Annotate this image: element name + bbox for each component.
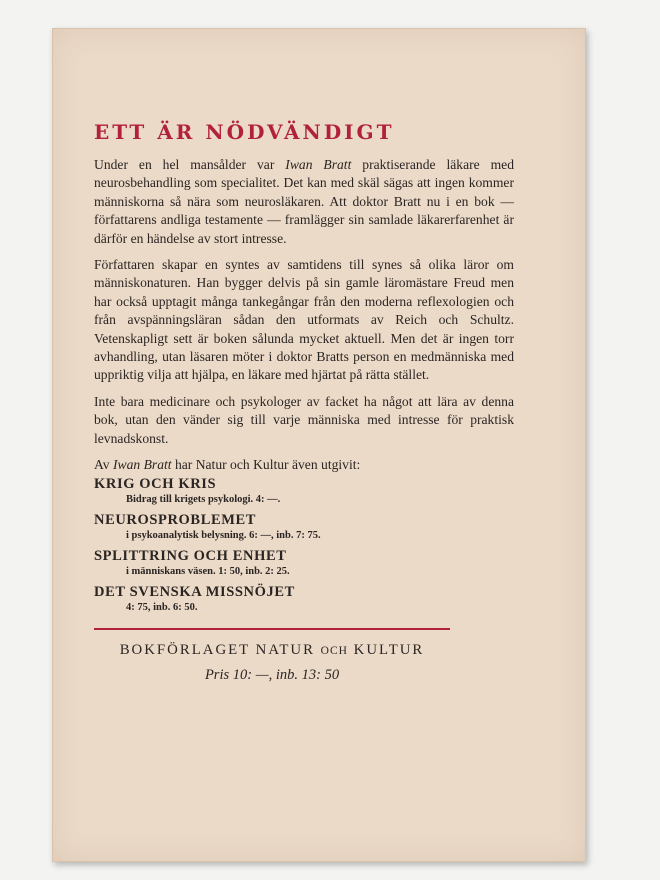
publisher-part-3: KULTUR	[347, 642, 425, 659]
work-item	[94, 512, 514, 542]
publisher-part-2: OCH	[320, 645, 348, 658]
paragraph-2: Författaren skapar en syntes av samtidens till synes så olika läror om människonaturen. Han bygger delvis på sin gamle läromästare Freud men har också upptagit många tankegångar från den moderna reflexologien och från avspänningsläran sådan den utformats av Reich och Schultz. Vetenskapligt sett är boken sålunda mycket aktuell. Men det är ingen torr avhandling, utan läsaren möter i doktor Bratts person en medmänniska med uppriktig vilja att hjälpa, en läkare med hjärtat på rätta stället.	[94, 257, 514, 383]
work-subtitle: i psykoanalytisk belysning. 6: —, inb. 7: 75.	[126, 530, 321, 542]
work-title: SPLITTRING OCH ENHET	[94, 548, 287, 565]
also-author-name: Iwan Bratt	[113, 457, 172, 473]
publisher-name	[94, 642, 450, 659]
price: Pris 10: —, inb. 13: 50	[204, 667, 340, 684]
divider-rule	[94, 628, 450, 630]
work-subtitle: Bidrag till krigets psykologi. 4: —.	[126, 494, 281, 506]
work-title: DET SVENSKA MISSNÖJET	[94, 584, 295, 601]
work-title: NEUROSPROBLEMET	[94, 512, 257, 529]
work-title: KRIG OCH KRIS	[94, 476, 217, 493]
paragraph-1	[94, 156, 514, 248]
work-subtitle: 4: 75, inb. 6: 50.	[126, 602, 198, 614]
publisher-part-1: BOKFÖRLAGET NATUR	[119, 642, 321, 659]
paragraph-3: Inte bara medicinare och psykologer av facket ha något att lära av denna bok, utan den vänder sig till varje människa med intresse för praktisk levnadskonst.	[94, 393, 514, 446]
work-item	[94, 584, 514, 614]
work-item	[94, 476, 514, 506]
cover-text	[94, 84, 514, 684]
book-title: ETT ÄR NÖDVÄNDIGT	[94, 120, 395, 144]
other-works-intro	[94, 456, 514, 474]
author-name: Iwan Bratt	[285, 157, 352, 172]
p1-start: Under en hel mansålder var	[94, 157, 286, 172]
work-subtitle: i människans väsen. 1: 50, inb. 2: 25.	[126, 566, 290, 578]
work-item	[94, 548, 514, 578]
p1-end: praktiserande läkare med neurosbehandling som specialitet. Det kan med skäl sägas att ingen kommer människorna så nära som neurosläkaren. Att doktor Bratt nu i en bok — författarens andliga testamente — framlägger sin samlade läkarerfarenhet är därför en händelse av stort intresse.	[94, 157, 514, 246]
also-prefix: Av	[94, 457, 114, 473]
also-suffix: har Natur och Kultur även utgivit:	[171, 457, 361, 473]
